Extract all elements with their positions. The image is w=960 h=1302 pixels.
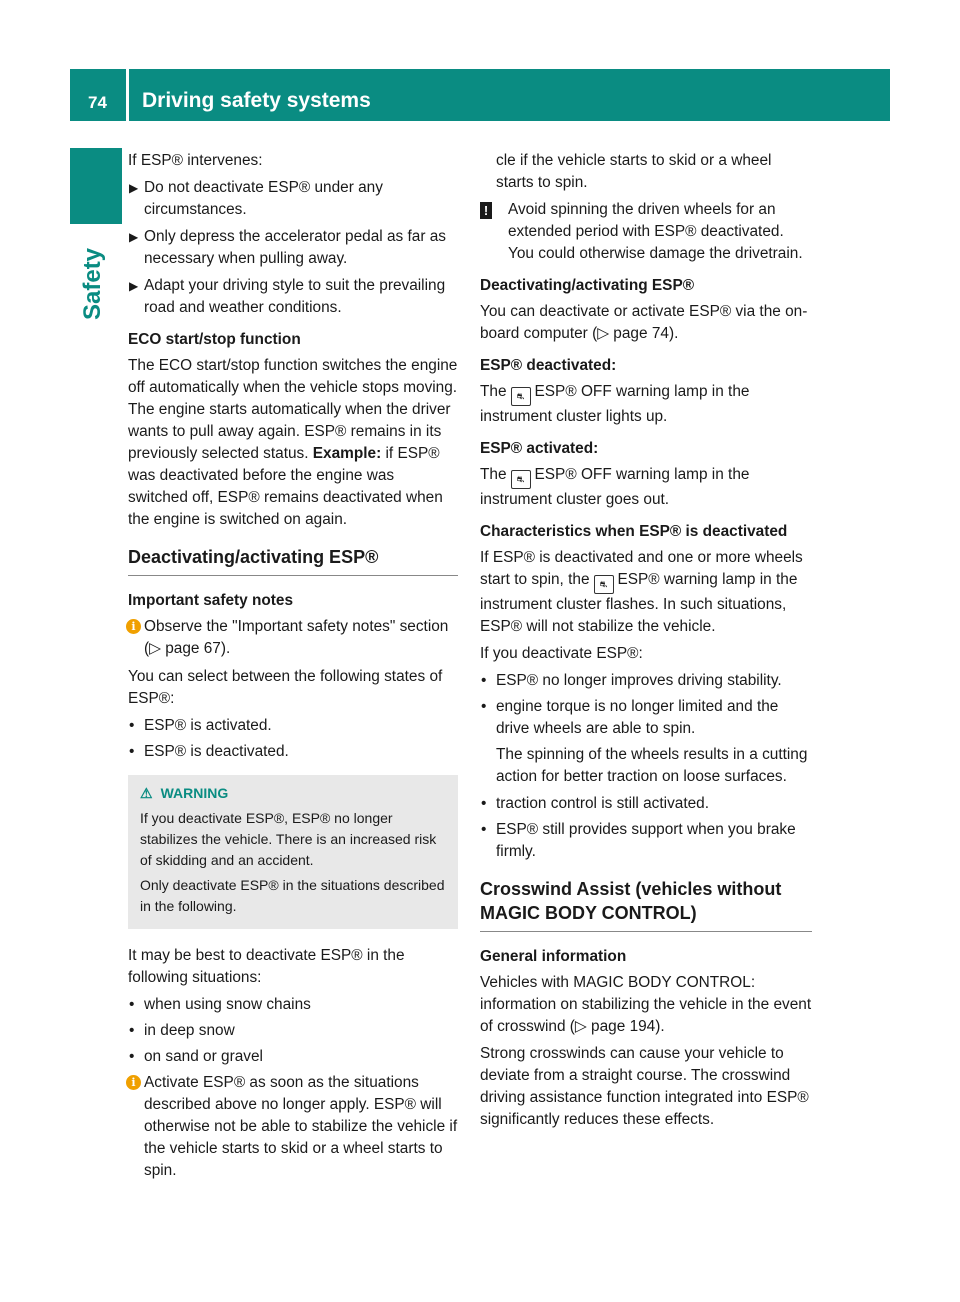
caution-note: [480, 199, 812, 265]
list-item: [128, 715, 458, 737]
step-item: [128, 275, 458, 319]
list-item-text: in deep snow: [144, 1022, 235, 1039]
bullet-icon: •: [481, 821, 487, 838]
spin-note: The spinning of the wheels results in a cutting action for better traction on loose surfaces.: [496, 746, 808, 785]
bullet-icon: •: [129, 743, 135, 760]
info-note: [128, 1072, 458, 1182]
section-tab: [70, 148, 122, 224]
states-intro: You can select between the following states of ESP®:: [128, 668, 443, 707]
list-item-text: engine torque is no longer limited and the drive wheels are able to spin.: [496, 698, 779, 737]
esp-lamp-icon: ⛐: [594, 575, 614, 594]
eco-example-label: Example:: [312, 445, 382, 462]
activated-text: [480, 464, 812, 511]
list-item-text: traction control is still activated.: [496, 795, 709, 812]
bullet-icon: •: [481, 672, 487, 689]
warning-text: If you deactivate ESP®, ESP® no longer stabilizes the vehicle. There is an increased risk of skidding and an accident.: [140, 810, 437, 868]
eco-heading: ECO start/stop function: [128, 331, 301, 348]
warning-box: [128, 775, 458, 929]
general-info-text: Vehicles with MAGIC BODY CONTROL: information on stabilizing the vehicle in the event of crosswind (▷ page 194).: [480, 974, 812, 1035]
text-fragment: ESP® warning lamp in the instrument cluster flashes. In such situations, ESP® will not stabilize the vehicle.: [480, 571, 798, 635]
deact-act-text: You can deactivate or activate ESP® via the on-board computer (▷ page 74).: [480, 303, 808, 342]
section-label: Safety: [79, 247, 106, 320]
text-fragment: ESP® OFF warning lamp in the instrument cluster goes out.: [480, 466, 750, 508]
esp-off-lamp-icon: ⛐: [511, 387, 531, 406]
warning-label: WARNING: [160, 785, 229, 801]
info-text: Activate ESP® as soon as the situations described above no longer apply. ESP® will otherwise not be able to stabilize the vehicle if the vehicle starts to skid or a wheel starts to spin.: [144, 1074, 458, 1179]
arrow-icon: ▶: [129, 279, 139, 293]
left-column: [128, 150, 458, 1188]
warning-title: [140, 783, 446, 804]
general-info-heading: General information: [480, 948, 627, 965]
step-text: Adapt your driving style to suit the prevailing road and weather conditions.: [144, 277, 446, 316]
page-number: 74: [88, 93, 107, 112]
bullet-icon: •: [129, 1022, 135, 1039]
bullet-icon: •: [481, 698, 487, 715]
right-column: [480, 150, 812, 1136]
list-item-text: ESP® still provides support when you brake firmly.: [496, 821, 796, 860]
header-divider: [126, 69, 129, 121]
list-item: [480, 793, 812, 815]
page-header: [70, 69, 890, 121]
bullet-icon: •: [129, 996, 135, 1013]
esp-off-lamp-icon: ⛐: [511, 470, 531, 489]
exclamation-icon: !: [480, 202, 492, 219]
list-item: [128, 1046, 458, 1068]
info-note: [128, 616, 458, 660]
text-fragment: ESP® OFF warning lamp in the instrument cluster lights up.: [480, 383, 750, 425]
list-item: [480, 670, 812, 692]
list-item-text: when using snow chains: [144, 996, 311, 1013]
section-title: Driving safety systems: [142, 89, 371, 112]
step-text: Do not deactivate ESP® under any circumstances.: [144, 179, 383, 218]
arrow-icon: ▶: [129, 230, 139, 244]
text-fragment: If ESP® is deactivated and one or more wheels start to spin, the: [480, 549, 803, 588]
list-item: [128, 741, 458, 763]
list-item-text: ESP® no longer improves driving stability.: [496, 672, 782, 689]
deactivating-heading: Deactivating/activating ESP®: [128, 545, 458, 576]
situations-intro: It may be best to deactivate ESP® in the following situations:: [128, 947, 405, 986]
list-item: [480, 819, 812, 863]
activated-heading: ESP® activated:: [480, 440, 599, 457]
info-icon: i: [126, 619, 141, 634]
deactivated-heading: ESP® deactivated:: [480, 357, 617, 374]
crosswind-heading: Crosswind Assist (vehicles without MAGIC BODY CONTROL): [480, 877, 812, 932]
deactivated-text: [480, 381, 812, 428]
warning-text: Only deactivate ESP® in the situations described in the following.: [140, 877, 445, 914]
text-fragment: The: [480, 383, 507, 400]
list-item: [128, 994, 458, 1016]
eco-text: [128, 355, 458, 531]
arrow-icon: ▶: [129, 181, 139, 195]
warning-triangle-icon: ⚠: [140, 785, 153, 801]
list-item: [128, 1020, 458, 1042]
list-item-text: ESP® is deactivated.: [144, 743, 289, 760]
text-fragment: The: [480, 466, 507, 483]
general-info-text: Strong crosswinds can cause your vehicle to deviate from a straight course. The crosswind driving assistance function integrated into ESP® significantly reduces these effects.: [480, 1045, 809, 1128]
list-item-text: ESP® is activated.: [144, 717, 272, 734]
caution-text: Avoid spinning the driven wheels for an extended period with ESP® deactivated. You could otherwise damage the drivetrain.: [508, 201, 803, 262]
intro-text: If ESP® intervenes:: [128, 152, 263, 169]
info-text: Observe the "Important safety notes" section (▷ page 67).: [144, 618, 449, 657]
list-item-text: on sand or gravel: [144, 1048, 263, 1065]
bullet-icon: •: [129, 1048, 135, 1065]
step-text: Only depress the accelerator pedal as far as necessary when pulling away.: [144, 228, 446, 267]
step-item: [128, 226, 458, 270]
list-item: [480, 696, 812, 740]
eco-text-a: The ECO start/stop function switches the engine off automatically when the vehicle stops moving. The engine starts automatically when the driver wants to pull away again. ESP® remains in its previously selected status.: [128, 357, 458, 462]
characteristics-text: [480, 547, 812, 638]
deact-act-heading: Deactivating/activating ESP®: [480, 277, 695, 294]
step-item: [128, 177, 458, 221]
characteristics-heading: Characteristics when ESP® is deactivated: [480, 523, 788, 540]
safety-notes-heading: Important safety notes: [128, 592, 294, 609]
info-icon: i: [126, 1075, 141, 1090]
bullet-icon: •: [129, 717, 135, 734]
continued-text: cle if the vehicle starts to skid or a wheel starts to spin.: [496, 152, 772, 191]
eco-text-b: if ESP® was deactivated before the engine was switched off, ESP® remains deactivated when the engine is switched on again.: [128, 445, 443, 528]
bullet-icon: •: [481, 795, 487, 812]
if-deactivate-text: If you deactivate ESP®:: [480, 645, 643, 662]
